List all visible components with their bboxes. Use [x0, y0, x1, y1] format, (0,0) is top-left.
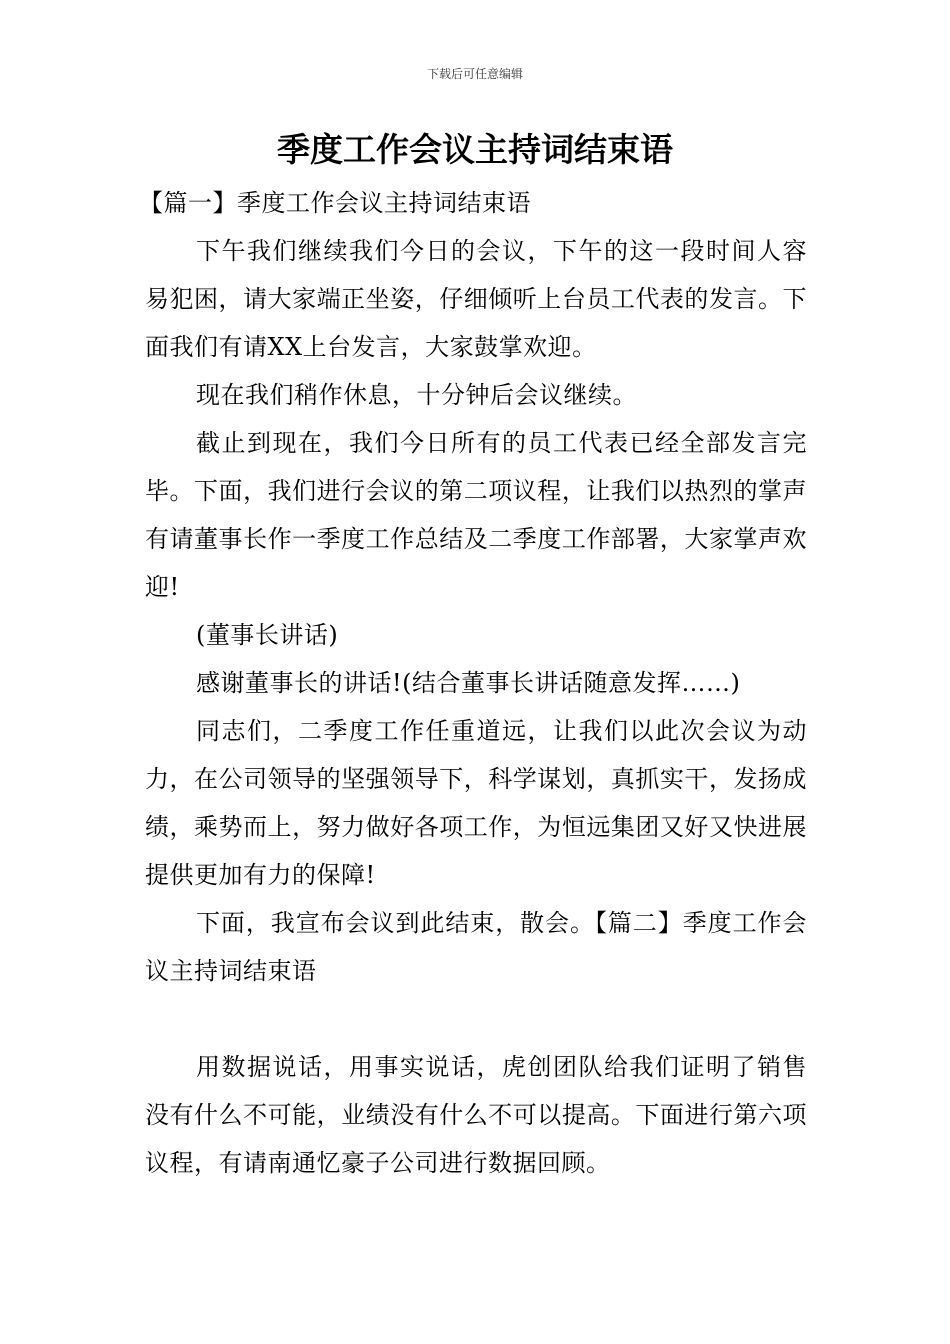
document-title: 季度工作会议主持词结束语 — [277, 130, 673, 169]
paragraph: 同志们，二季度工作任重道远，让我们以此次会议为动力，在公司领导的坚强领导下，科学谋划，真抓实干，发扬成绩，乘势而上，努力做好各项工作，为恒远集团又好又快进展提供更加有力的保障! — [145, 717, 807, 889]
paragraph: 用数据说话，用事实说话，虎创团队给我们证明了销售没有什么不可能，业绩没有什么不可以提高。下面进行第六项议程，有请南通忆豪子公司进行数据回顾。 — [145, 1053, 807, 1177]
header-note: 下载后可任意编辑 — [426, 67, 523, 81]
blank-line — [145, 995, 807, 1043]
paragraph: 现在我们稍作休息，十分钟后会议继续。 — [196, 381, 637, 409]
document-body — [139, 179, 807, 1187]
paragraph: 下面，我宣布会议到此结束，散会。【篇二】季度工作会议主持词结束语 — [145, 909, 807, 985]
paragraph: 截止到现在，我们今日所有的员工代表已经全部发言完毕。下面，我们进行会议的第二项议程，让我们以热烈的掌声有请董事长作一季度工作总结及二季度工作部署，大家掌声欢迎! — [145, 429, 807, 601]
paragraph: 下午我们继续我们今日的会议，下午的这一段时间人容易犯困，请大家端正坐姿，仔细倾听上台员工代表的发言。下面我们有请XX上台发言，大家鼓掌欢迎。 — [145, 237, 807, 361]
paragraph: (董事长讲话) — [196, 621, 339, 649]
section-heading: 【篇一】季度工作会议主持词结束语 — [139, 189, 531, 217]
paragraph: 感谢董事长的讲话!(结合董事长讲话随意发挥……) — [196, 669, 741, 697]
